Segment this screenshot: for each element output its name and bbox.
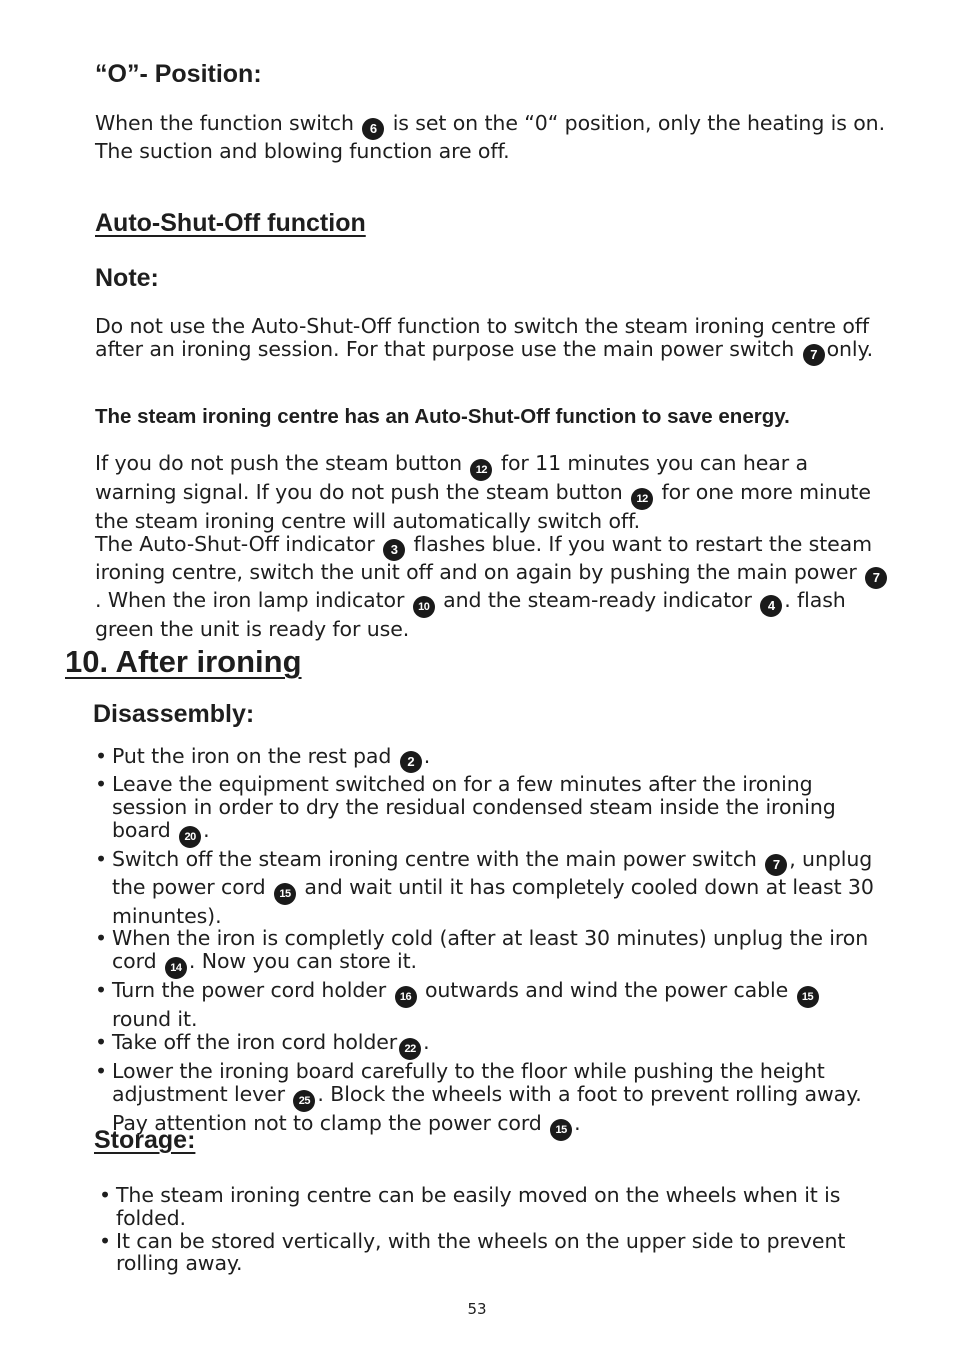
list-item: • Lower the ironing board carefully to the floor while pushing the height adjustment lever 25 . Block the wheels with a foot to prevent rolling away. Pay attention not to clamp the power cord 15 . (95, 1060, 885, 1141)
storage-heading: Storage: (94, 1126, 196, 1154)
callout-7-icon: 7 (865, 567, 887, 589)
list-item: • Switch off the steam ironing centre with the main power switch 7 , unplug the power cord 15 and wait until it has completely cooled down at least 30 minuntes). (95, 848, 885, 928)
page-number: 53 (467, 1300, 487, 1318)
callout-12-icon: 12 (631, 488, 653, 510)
list-item: • The steam ironing centre can be easily moved on the wheels when it is folded. (99, 1184, 879, 1230)
callout-12-icon: 12 (470, 459, 492, 481)
callout-16-icon: 16 (395, 986, 417, 1008)
callout-6-icon: 6 (362, 118, 384, 140)
list-item: • When the iron is completly cold (after at least 30 minutes) unplug the iron cord 14 . Now you can store it. (95, 927, 885, 979)
callout-22-icon: 22 (399, 1038, 421, 1060)
callout-15-icon: 15 (274, 883, 296, 905)
callout-14-icon: 14 (165, 957, 187, 979)
auto-shut-off-heading: Auto-Shut-Off function (95, 209, 366, 237)
o-position-heading: “O”- Position: (95, 60, 262, 88)
callout-7-icon: 7 (765, 854, 787, 876)
callout-3-icon: 3 (383, 539, 405, 561)
callout-25-icon: 25 (293, 1090, 315, 1112)
note-paragraph: Do not use the Auto-Shut-Off function to switch the steam ironing centre off after an ironing session. For that purpose use the main power switch 7 only. (95, 315, 895, 366)
disassembly-heading: Disassembly: (93, 700, 255, 728)
auto-shut-off-lead: The steam ironing centre has an Auto-Shut-Off function to save energy. (95, 405, 790, 428)
o-position-paragraph: When the function switch 6 is set on the “0“ position, only the heating is on. The suction and blowing function are off. (95, 111, 885, 163)
list-item: • Put the iron on the rest pad 2 . (95, 745, 885, 773)
callout-2-icon: 2 (400, 751, 422, 773)
auto-shut-off-body: If you do not push the steam button 12 for 11 minutes you can hear a warning signal. If you do not push the steam button 12 for one more minute the steam ironing centre will automatically switch off. The Auto-Shut-Off indicator 3 flashes blue. If you want to restart the steam ironing centre, switch the unit off and on again by pushing the main power 7. When the iron lamp indicator 10 and the steam-ready indicator 4 . flash green the unit is ready for use. (95, 452, 895, 641)
callout-20-icon: 20 (179, 826, 201, 848)
callout-7-icon: 7 (803, 344, 825, 366)
list-item: • Turn the power cord holder 16 outwards and wind the power cable 15 round it. (95, 979, 885, 1031)
note-heading: Note: (95, 264, 159, 292)
disassembly-list (95, 745, 885, 1141)
callout-15-icon: 15 (550, 1119, 572, 1141)
callout-10-icon: 10 (413, 596, 435, 618)
callout-15-icon: 15 (797, 986, 819, 1008)
after-ironing-heading: 10. After ironing (65, 644, 302, 679)
list-item: • Take off the iron cord holder 22 . (95, 1031, 885, 1060)
callout-4-icon: 4 (760, 595, 782, 617)
list-item: • It can be stored vertically, with the wheels on the upper side to prevent rolling away. (99, 1230, 879, 1276)
storage-list (99, 1184, 879, 1275)
list-item: • Leave the equipment switched on for a few minutes after the ironing session in order to dry the residual condensed steam inside the ironing board 20 . (95, 773, 885, 848)
